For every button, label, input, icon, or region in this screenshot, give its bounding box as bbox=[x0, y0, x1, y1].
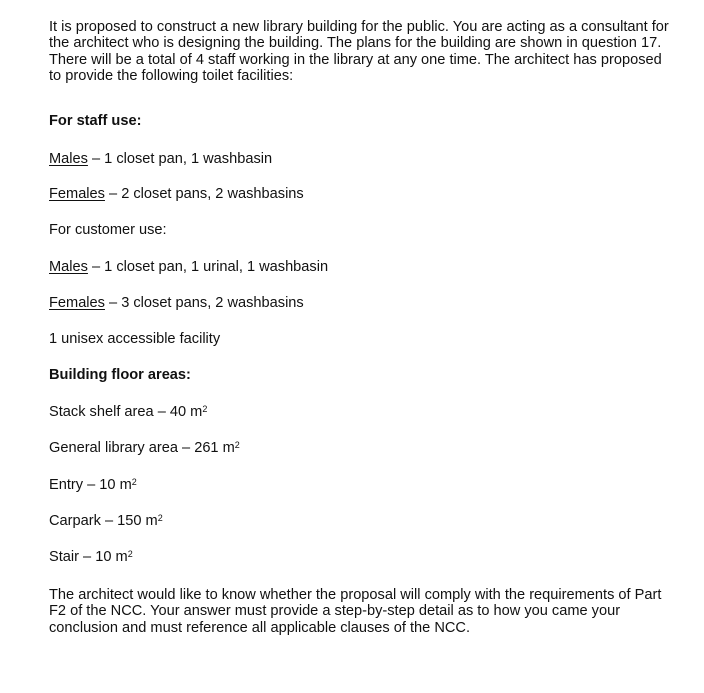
closing-paragraph: The architect would like to know whether the proposal will comply with the requirements of Part F2 of the NCC. Your answer must provide a step-by-step detail as to how you came your conclusion and must reference all applicable clauses of the NCC. bbox=[49, 587, 662, 636]
area-stair bbox=[49, 548, 133, 566]
area-text: Carpark – 150 m bbox=[49, 513, 158, 529]
customer-females-detail: – 3 closet pans, 2 washbasins bbox=[104, 295, 304, 311]
area-stack-shelf bbox=[49, 403, 207, 421]
staff-males-label: Males bbox=[49, 151, 88, 167]
staff-females-label: Females bbox=[49, 186, 105, 202]
area-text: General library area – 261 m bbox=[49, 440, 235, 456]
document-body bbox=[49, 19, 689, 636]
customer-males-line bbox=[49, 258, 328, 276]
area-carpark bbox=[49, 512, 163, 530]
area-text: Entry – 10 m bbox=[49, 477, 132, 493]
area-unit-sup: 2 bbox=[127, 549, 133, 559]
unisex-facility-line: 1 unisex accessible facility bbox=[49, 331, 221, 347]
intro-paragraph: It is proposed to construct a new library building for the public. You are acting as a consultant for the architect who is designing the building. The plans for the building are shown in question 17. There will be a total of 4 staff working in the library at any one time. The architect has proposed to provide the following toilet facilities: bbox=[49, 19, 669, 84]
area-unit-sup: 2 bbox=[157, 513, 163, 523]
area-text: Stair – 10 m bbox=[49, 549, 128, 565]
staff-heading: For staff use: bbox=[49, 113, 142, 129]
customer-males-detail: – 1 closet pan, 1 urinal, 1 washbasin bbox=[87, 259, 329, 275]
staff-males-line bbox=[49, 150, 272, 168]
cropped-text-remnant bbox=[300, 0, 530, 3]
area-entry bbox=[49, 476, 137, 494]
area-text: Stack shelf area – 40 m bbox=[49, 404, 203, 420]
area-unit-sup: 2 bbox=[234, 440, 240, 450]
staff-females-detail: – 2 closet pans, 2 washbasins bbox=[104, 186, 304, 202]
area-general-library bbox=[49, 439, 240, 457]
staff-females-line bbox=[49, 185, 304, 203]
areas-heading: Building floor areas: bbox=[49, 367, 191, 383]
staff-males-detail: – 1 closet pan, 1 washbasin bbox=[87, 151, 273, 167]
customer-males-label: Males bbox=[49, 259, 88, 275]
customer-females-label: Females bbox=[49, 295, 105, 311]
customer-females-line bbox=[49, 294, 304, 312]
customer-heading: For customer use: bbox=[49, 222, 167, 238]
area-unit-sup: 2 bbox=[131, 477, 137, 487]
area-unit-sup: 2 bbox=[202, 404, 208, 414]
